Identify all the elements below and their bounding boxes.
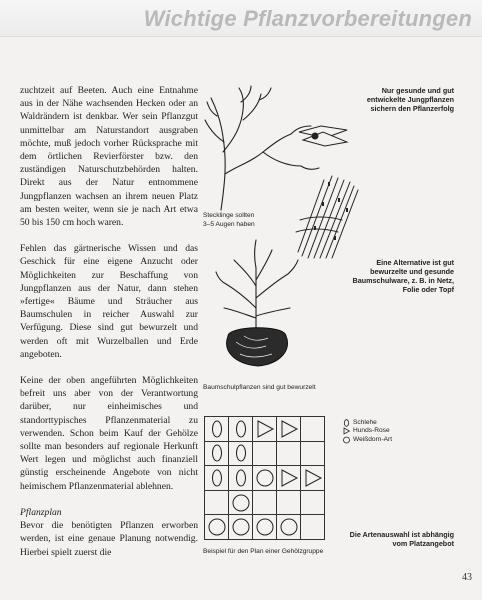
cuttings-bundle-illustration: [294, 172, 372, 260]
plan-cell: [205, 466, 229, 491]
plan-cell: [229, 491, 253, 516]
plan-cell: [301, 515, 325, 540]
plan-cell: [205, 491, 229, 516]
ellipse-icon: [231, 443, 251, 463]
triangle-icon: [343, 427, 350, 435]
triangle-icon: [303, 468, 323, 488]
plan-cell: [229, 515, 253, 540]
body-paragraph: Bevor die benötigten Pflanzen erworben werden, ist eine genaue Planung notwendig. Hierbei spielt zuerst die: [20, 520, 198, 558]
plan-cell: [301, 417, 325, 442]
plan-cell: [277, 442, 301, 467]
circle-icon: [231, 517, 251, 537]
nursery-caption: Baumschulpflanzen sind gut bewurzelt: [203, 384, 316, 391]
ellipse-icon: [231, 468, 251, 488]
sidenote-2: Eine Alternative ist gut bewurzelte und gesunde Baumschulware, z. B. in Netz, Folie oder Topf: [352, 258, 454, 294]
nursery-plant-illustration: [214, 238, 300, 368]
plan-cell: [253, 442, 277, 467]
plan-cell: [229, 466, 253, 491]
circle-icon: [255, 517, 275, 537]
plan-caption: Beispiel für den Plan einer Gehölzgruppe: [203, 548, 324, 555]
plan-cell: [253, 466, 277, 491]
ellipse-icon: [207, 443, 227, 463]
plan-cell: [205, 515, 229, 540]
circle-icon: [343, 436, 350, 444]
sidenote-3: Die Artenauswahl ist abhängig vom Platzangebot: [349, 530, 454, 548]
ellipse-icon: [207, 468, 227, 488]
plan-cell: [277, 466, 301, 491]
section-subheading: Pflanzplan: [20, 506, 62, 518]
plan-cell: [301, 491, 325, 516]
body-paragraph: zuchtzeit auf Beeten. Auch eine Entnahme aus in der Nähe wachsenden Hecken oder an Waldrändern ist denkbar. Wer sein Pflanzgut unmittelbar am Naturstandort ausgraben möchte, muß jedoch vorher Rücksprache mit dem örtlichen Revierförster bzw. den zuständigen Naturschutzbehörden halten. Direkt aus der Natur entnommene Jungpflanzen wachsen an ihrem neuen Platz am besten weiter, wenn sie je nach Art etwa 50 bis 150 cm hoch waren.: [20, 85, 198, 229]
legend-item: [343, 436, 392, 444]
sidenote-1: Nur gesunde und gut entwickelte Jungpflanzen sichern den Pflanzerfolg: [366, 86, 454, 113]
plan-cell: [205, 442, 229, 467]
chapter-title: Wichtige Pflanzvorbereitungen: [143, 6, 472, 31]
ellipse-icon: [343, 419, 350, 427]
legend-label: Schlehe: [353, 419, 377, 426]
circle-icon: [255, 468, 275, 488]
triangle-icon: [279, 419, 299, 439]
plan-cell: [277, 515, 301, 540]
plan-cell: [229, 417, 253, 442]
circle-icon: [207, 517, 227, 537]
plan-cell: [253, 515, 277, 540]
triangle-icon: [255, 419, 275, 439]
triangle-icon: [279, 468, 299, 488]
plan-cell: [301, 466, 325, 491]
legend-item: [343, 427, 392, 435]
body-text-column: [20, 84, 198, 572]
plan-cell: [277, 417, 301, 442]
planting-plan: [204, 416, 328, 544]
legend-label: Hunds-Rose: [353, 427, 390, 435]
legend-label: Weißdorn-Art: [353, 435, 393, 443]
plan-cell: [253, 491, 277, 516]
planting-plan-legend: [343, 419, 392, 444]
circle-icon: [231, 493, 251, 513]
body-paragraph: Fehlen das gärtnerische Wissen und das Geschick für eine eigene Anzucht oder Möglichkeiten zur Beschaffung von Jungpflanzen aus der Natur, dann stehen »fertige« Bäume und Sträucher aus Baumschulen in reicher Auswahl zur Verfügung. Diese sind gut bewurzelt und werden oft mit Wurzelballen und Erde angeboten.: [20, 243, 198, 360]
cuttings-caption: Stecklinge sollten 3–5 Augen haben: [203, 212, 255, 228]
legend-item: [343, 419, 392, 427]
plan-cell: [229, 442, 253, 467]
header-band: [0, 0, 482, 37]
body-paragraph: Keine der oben angeführten Möglichkeiten befreit uns aber von der Verantwortung darüber, nur einheimisches und standorttypisches Pflanzenmaterial zu verwenden. Schon beim Kauf der Gehölze sollte man besonders auf regionale Herkunft Wert legen und möglichst auch finanziell günstig erscheinende Angebote von nicht heimischem Pflanzenmaterial ablehnen.: [20, 375, 198, 492]
plan-cell: [205, 417, 229, 442]
circle-icon: [279, 517, 299, 537]
page-number: 43: [462, 572, 472, 583]
planting-plan-grid: [204, 416, 325, 540]
ellipse-icon: [231, 419, 251, 439]
plan-cell: [301, 442, 325, 467]
plan-cell: [277, 491, 301, 516]
ellipse-icon: [207, 419, 227, 439]
plan-cell: [253, 417, 277, 442]
